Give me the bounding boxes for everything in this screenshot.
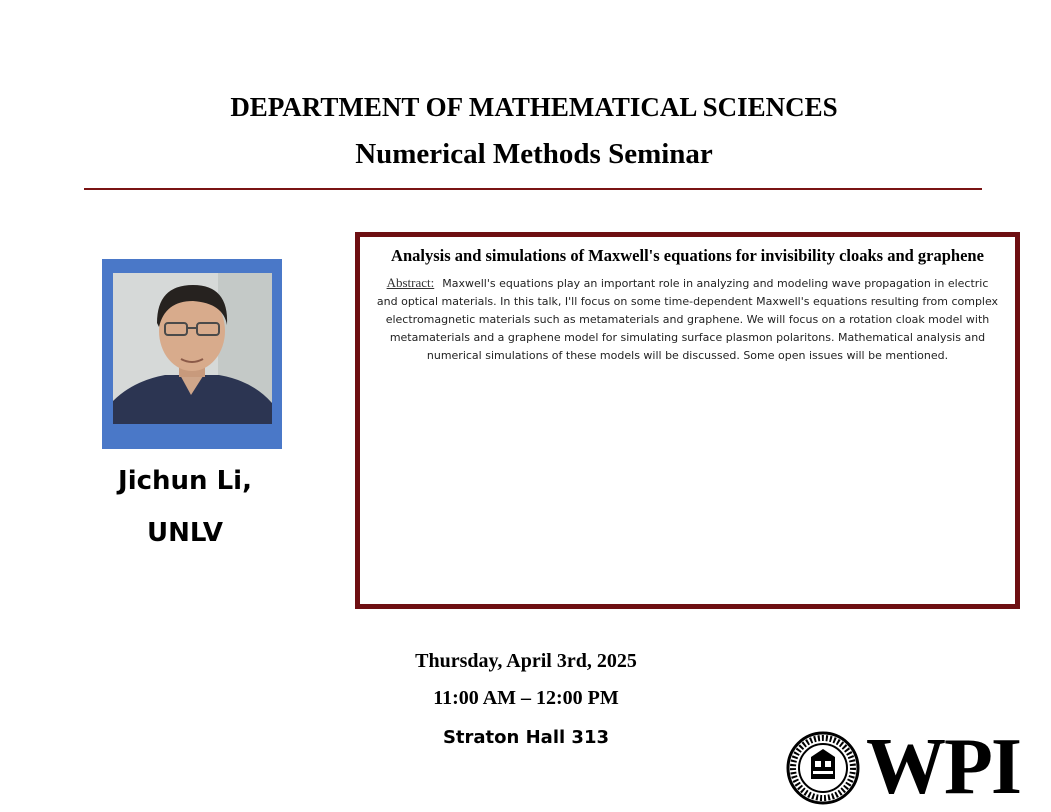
header-divider (84, 188, 982, 190)
abstract-body: Maxwell's equations play an important role in analyzing and modeling wave propagation in electric and optical materials. In this talk, I'll focus on some time-dependent Maxwell's equations resulting from complex electromagnetic materials such as metamaterials and graphene. We will focus on a rotation cloak model with metamaterials and a graphene model for simulating surface plasmon polaritons. Mathematical analysis and numerical simulations of these models will be discussed. Some open issues will be mentioned. (376, 277, 999, 362)
event-date: Thursday, April 3rd, 2025 (415, 650, 637, 672)
speaker-photo (113, 273, 272, 424)
wpi-logo: WPI (866, 723, 1020, 811)
speaker-name: Jichun Li, (118, 466, 252, 496)
event-time: 11:00 AM – 12:00 PM (433, 687, 619, 709)
event-location: Straton Hall 313 (442, 727, 610, 748)
wpi-seal-icon (786, 731, 860, 805)
speaker-institution: UNLV (147, 518, 223, 548)
abstract-paragraph (376, 274, 999, 365)
department-heading: DEPARTMENT OF MATHEMATICAL SCIENCES (230, 92, 838, 122)
abstract-box (355, 232, 1020, 609)
speaker-photo-frame (102, 259, 282, 449)
seminar-title: Numerical Methods Seminar (355, 138, 713, 170)
talk-title: Analysis and simulations of Maxwell's equations for invisibility cloaks and graphene (391, 246, 984, 265)
abstract-label: Abstract: (386, 275, 435, 290)
